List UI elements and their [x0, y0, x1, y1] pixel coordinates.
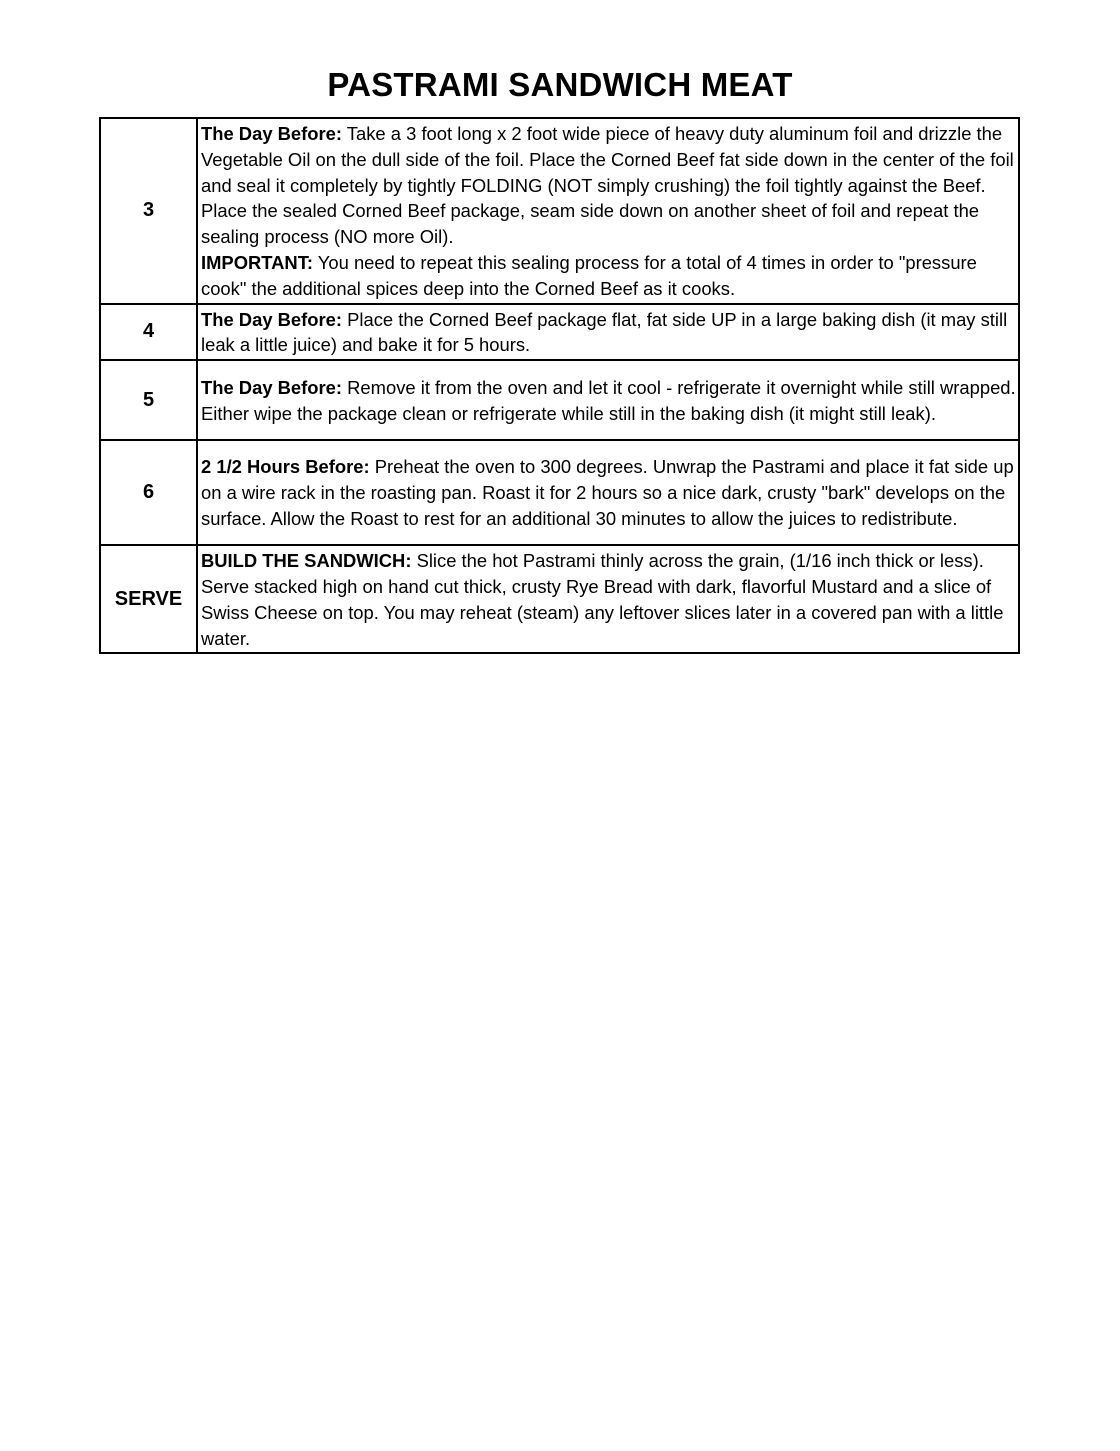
- page-title: PASTRAMI SANDWICH MEAT: [327, 66, 793, 103]
- step-number: 6: [100, 440, 197, 545]
- step-label: The Day Before:: [201, 376, 343, 398]
- step-label: 2 1/2 Hours Before:: [201, 456, 370, 478]
- step-label: BUILD THE SANDWICH:: [201, 550, 412, 572]
- step-instructions: [197, 118, 1019, 304]
- table-row: [100, 545, 1019, 653]
- step-number: 4: [100, 304, 197, 361]
- table-row: [100, 118, 1019, 304]
- step-label: The Day Before:: [201, 308, 343, 330]
- table-row: [100, 304, 1019, 361]
- step-number: 5: [100, 360, 197, 440]
- step-body: Take a 3 foot long x 2 foot wide piece of heavy duty aluminum foil and drizzle the Vegetable Oil on the dull side of the foil. Place the Corned Beef fat side down in the center of the foil and seal it completely by tightly FOLDING (NOT simply crushing) the foil tightly against the Beef. Place the sealed Corned Beef package, seam side down on another sheet of foil and repeat the sealing process (NO more Oil).: [201, 123, 1014, 248]
- step-body: Remove it from the oven and let it cool - refrigerate it overnight while still wrapped. Either wipe the package clean or refrigerate while still in the baking dish (it might still leak).: [201, 376, 1016, 424]
- step-instructions: [197, 360, 1019, 440]
- step-body-important: You need to repeat this sealing process for a total of 4 times in order to "pressure cook" the additional spices deep into the Corned Beef as it cooks.: [201, 251, 977, 299]
- step-body: Preheat the oven to 300 degrees. Unwrap the Pastrami and place it fat side up on a wire rack in the roasting pan. Roast it for 2 hours so a nice dark, crusty "bark" develops on the surface. Allow the Roast to rest for an additional 30 minutes to allow the juices to redistribute.: [201, 456, 1014, 530]
- step-instructions: [197, 545, 1019, 653]
- step-instructions: [197, 440, 1019, 545]
- table-row: [100, 440, 1019, 545]
- step-number: SERVE: [100, 545, 197, 653]
- step-label: The Day Before:: [201, 123, 343, 144]
- step-body: Slice the hot Pastrami thinly across the grain, (1/16 inch thick or less). Serve stacked high on hand cut thick, crusty Rye Bread with dark, flavorful Mustard and a slice of Swiss Cheese on top. You may reheat (steam) any leftover slices later in a covered pan with a little water.: [201, 550, 1004, 649]
- table-row: [100, 360, 1019, 440]
- step-instructions: [197, 304, 1019, 361]
- step-body: Place the Corned Beef package flat, fat side UP in a large baking dish (it may still leak a little juice) and bake it for 5 hours.: [201, 308, 1008, 356]
- recipe-steps-table: [99, 117, 1020, 654]
- step-number: 3: [100, 118, 197, 304]
- step-label-important: IMPORTANT:: [201, 251, 314, 273]
